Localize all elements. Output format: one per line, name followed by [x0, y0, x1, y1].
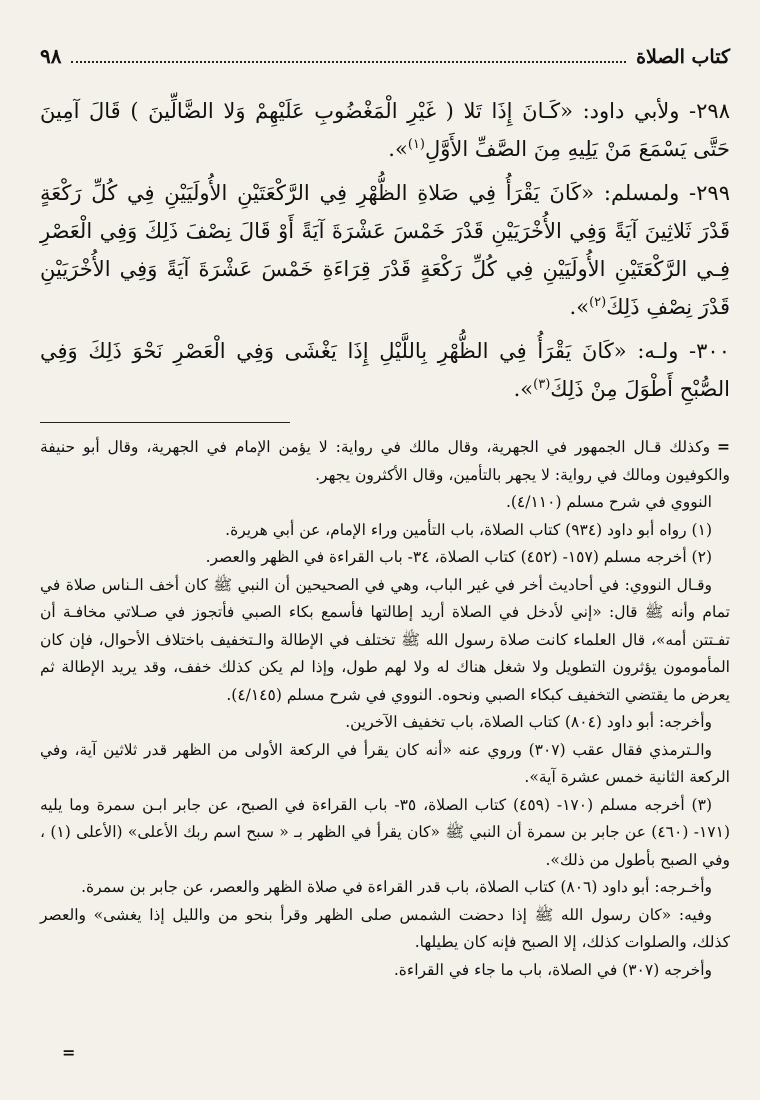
- footnote-line: وأخـرجه: أبو داود (٨٠٦) كتاب الصلاة، باب قدر القراءة في صلاة الظهر والعصر، عن جابر بن سمرة.: [81, 878, 712, 896]
- hadith-text: ٣٠٠- ولـه: «كَانَ يَقْرَأُ فِي الظُّهْرِ بِاللَّيْلِ إِذَا يَغْشَى وَفِي الْعَصْرِ نَحْوَ ذَلِكَ وَفِي الصُّبْحِ أَطْوَلَ مِنْ ذَلِكَ: [40, 339, 730, 401]
- footnote-line: النووي في شرح مسلم (٤/١١٠).: [505, 493, 712, 511]
- footnote-line: والـترمذي فقال عقب (٣٠٧) وروي عنه «أنه كان يقرأ في الركعة الأولى من الظهر قدر ثلاثين آية، وفي الركعة الثانية خمس عشرة آية».: [40, 740, 730, 786]
- footnote-line: وقـال النووي: في أحاديث أخر في غير الباب، وهي في الصحيحين أن النبي ﷺ كان أخف الـناس صلاة في تمام وأنه ﷺ قال: «إني لأدخل في الصلاة أريد إطالتها فأسمع بكاء الصبي فأتجوز في صـلاتي مخافـة أن تفـتتن أمه»، قال العلماء كانت صلاة رسول الله ﷺ تختلف في الإطالة والـتخفيف باختلاف الأحوال، فإن كان المأمومون يؤثرون التطويل ولا شغل هناك له ولا لهم طول، وإذا لم يكن كذلك خفف، وقد يريد الإطالة ثم يعرض ما يقتضي التخفيف كبكاء الصبي ونحوه. النووي في شرح مسلم (٤/١٤٥).: [40, 575, 730, 704]
- page-number: ٩٨: [40, 44, 62, 68]
- hadith-299: [40, 174, 730, 326]
- continuation-mark-bottom: =: [62, 1043, 76, 1062]
- book-title: كتاب الصلاة: [636, 46, 730, 68]
- hadith-tail: ».: [388, 137, 408, 161]
- footnote-ref: (١): [407, 137, 425, 152]
- footnote-line: وأخرجه (٣٠٧) في الصلاة، باب ما جاء في القراءة.: [393, 960, 712, 979]
- hadith-tail: ».: [513, 377, 534, 401]
- page: [40, 44, 730, 1074]
- footnote-1: (١) رواه أبو داود (٩٣٤) كتاب الصلاة، باب التأمين وراء الإمام، عن أبي هريرة.: [225, 520, 712, 539]
- footnote-ref: (٣): [533, 377, 551, 392]
- footnote-divider: [40, 422, 290, 423]
- footnote-continuation: = وكذلك قـال الجمهور في الجهرية، وقال مالك في رواية: لا يؤمن الإمام في الجهرية، وقال أبو حنيفة والكوفيون ومالك في رواية: لا يجهر بالتأمين، وقال الأكثرون يجهر.: [40, 433, 730, 489]
- hadith-300: [40, 332, 730, 408]
- footnotes: [40, 433, 730, 984]
- footnote-2: (٢) أخرجه مسلم (١٥٧- (٤٥٢) كتاب الصلاة، ٣٤- باب القراءة في الظهر والعصر.: [205, 548, 712, 566]
- footnote-ref: (٢): [589, 295, 607, 310]
- header-dots: [71, 47, 626, 63]
- footnote-line: وأخرجه: أبو داود (٨٠٤) كتاب الصلاة، باب تخفيف الآخرين.: [345, 713, 712, 731]
- page-header: [40, 44, 730, 84]
- hadith-text: ٢٩٨- ولأبي داود: «كَـانَ إِذَا تَلا ( غَيْرِ الْمَغْضُوبِ عَلَيْهِمْ وَلا الضَّالِّينَ ) قَالَ آمِينَ حَتَّى يَسْمَعَ مَنْ يَلِيهِ مِنَ الصَّفِّ الأَوَّلِ: [40, 99, 730, 161]
- hadith-298: [40, 92, 730, 168]
- hadith-tail: ».: [569, 295, 590, 319]
- footnote-line: وفيه: «كان رسول الله ﷺ إذا دحضت الشمس صلى الظهر وقرأ بنحو من والليل إذا يغشى» والعصر كذلك، والصلوات كذلك، إلا الصبح فإنه كان يطيلها.: [40, 905, 730, 951]
- hadith-text: ٢٩٩- ولمسلم: «كَانَ يَقْرَأُ فِي صَلاةِ الظُّهْرِ فِي الرَّكْعَتَيْنِ الأُولَيَيْنِ فِي كُلِّ رَكْعَةٍ قَدْرَ ثَلاثِينَ آيَةً وَفِي الأُخْرَيَيْنِ قَدْرَ خَمْسَ عَشْرَةَ آيَةً أَوْ قَالَ نِصْفَ ذَلِكَ وَفِي الْعَصْرِ فِـي الرَّكْعَتَيْنِ الأُولَيَيْنِ فِي كُلِّ رَكْعَةٍ قَدْرَ قِرَاءَةِ خَمْسَ عَشْرَةَ آيَةً وَفِي الأُخْرَيَيْنِ قَدْرَ نِصْفِ ذَلِكَ: [40, 181, 730, 319]
- footnote-3: (٣) أخرجه مسلم (١٧٠- (٤٥٩) كتاب الصلاة، ٣٥- باب القراءة في الصبح، عن جابر ابـن سمرة وما يليه (١٧١- (٤٦٠) عن جابر بن سمرة أن النبي ﷺ «كان يقرأ في الظهر بـ « سبح اسم ربك الأعلى» (الأعلى (١) ، وفي الصبح بأطول من ذلك».: [40, 795, 731, 869]
- continuation-mark: =: [717, 437, 730, 456]
- main-text: [40, 92, 730, 408]
